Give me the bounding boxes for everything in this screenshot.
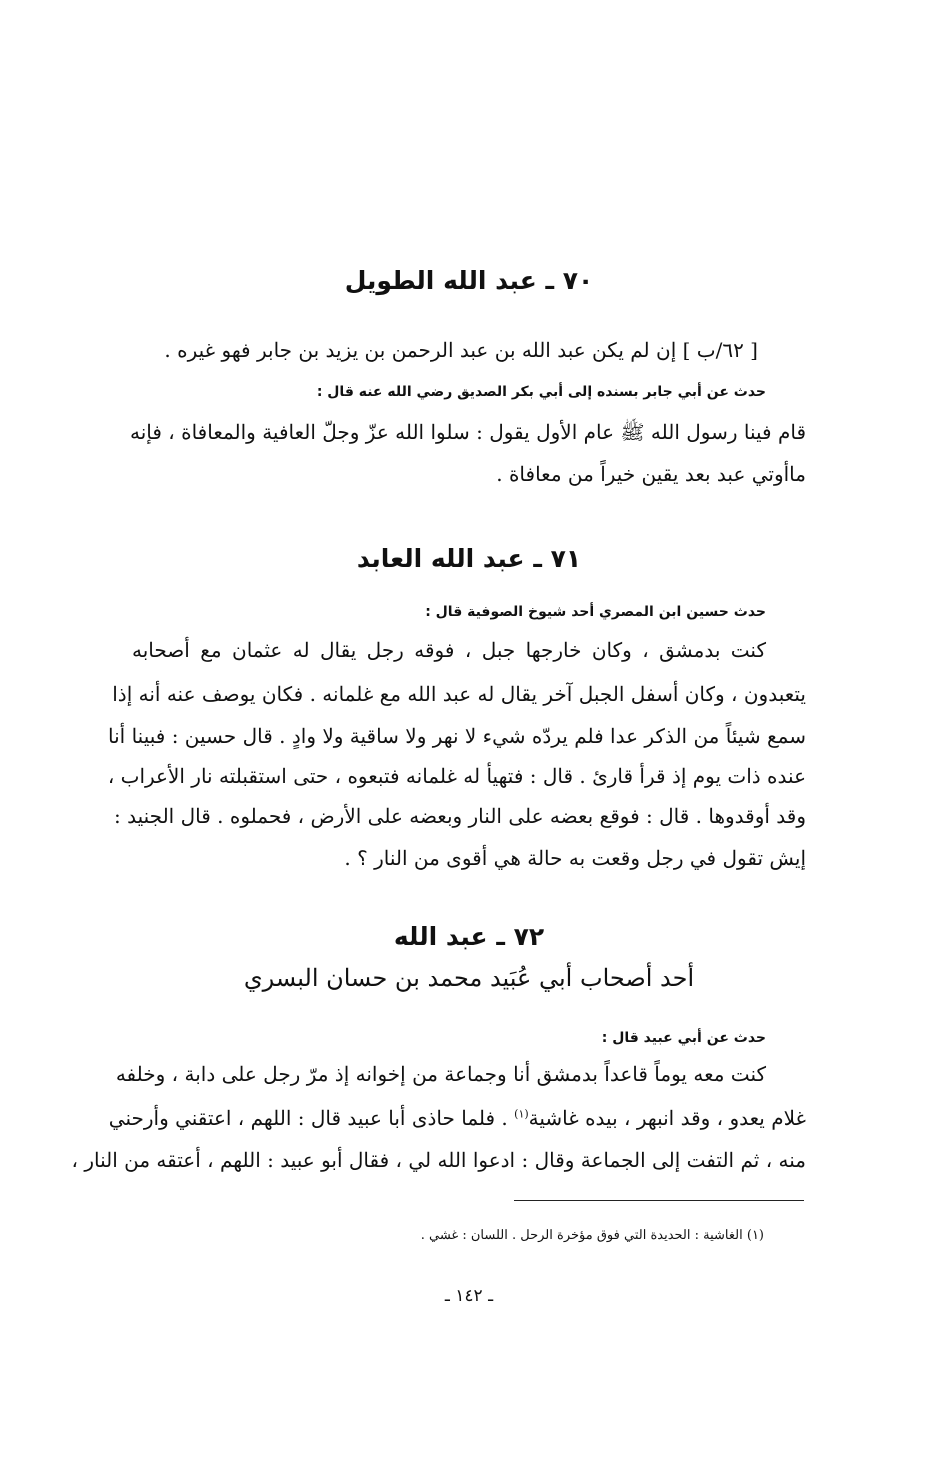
section-70-isnad: حدث عن أبي جابر بسنده إلى أبي بكر الصديق رضي الله عنه قال : (316, 384, 766, 400)
page-number: ـ ١٤٢ ـ (444, 1286, 494, 1306)
section-71-line-6: إيش تقول في رجل وقعت به حالة هي أقوى من النار ؟ . (344, 846, 806, 870)
section-72-subtitle: أحد أصحاب أبي عُبَيد محمد بن حسان البسري (243, 964, 695, 992)
section-72-line-2 (108, 1106, 806, 1130)
section-70-line-1: قام فينا رسول الله ﷺ عام الأول يقول : سلوا الله عزّ وجلّ العافية والمعافاة ، فإنه (129, 420, 806, 444)
footnote-marker: (١) (514, 1107, 529, 1121)
section-72-line-1: كنت معه يوماً قاعداً بدمشق أنا وجماعة من إخوانه إذ مرّ رجل على دابة ، وخلفه (115, 1062, 766, 1086)
section-72-title: ٧٢ ـ عبد الله (393, 922, 545, 951)
section-71-line-2: يتعبدون ، وكان أسفل الجبل آخر يقال له عبد الله مع غلمانه . فكان يوصف عنه أنه إذا (112, 682, 806, 706)
footnote-text: (١) الغاشية : الحديدة التي فوق مؤخرة الرحل . اللسان : غشي . (420, 1228, 764, 1243)
section-72-isnad: حدث عن أبي عبيد قال : (601, 1030, 766, 1046)
section-70-title: ٧٠ ـ عبد الله الطويل (344, 266, 594, 295)
section-70-note: [ ٦٢/ب ] إن لم يكن عبد الله بن عبد الرحمن بن يزيد بن جابر فهو غيره . (164, 338, 758, 362)
section-71-line-5: وقد أوقدوها . قال : فوقع بعضه على النار وبعضه على الأرض ، فحملوه . قال الجنيد : (114, 804, 806, 828)
footnote-separator (514, 1200, 804, 1201)
section-72-line-3: منه ، ثم التفت إلى الجماعة وقال : ادعوا الله لي ، فقال أبو عبيد : اللهم ، أعتقه من النار ، (71, 1148, 806, 1172)
section-71-line-1: كنت بدمشق ، وكان خارجها جبل ، فوقه رجل يقال له عثمان مع أصحابه (132, 638, 766, 662)
section-72-line-2-part-b: . فلما حاذى أبا عبيد قال : اللهم ، اعتقني وأرحني (108, 1106, 515, 1130)
section-72-line-2-part-a: غلام يعدو ، وقد انبهر ، بيده غاشية (528, 1106, 806, 1130)
section-71-title: ٧١ ـ عبد الله العابد (356, 544, 582, 573)
section-70-line-2: ماأوتي عبد بعد يقين خيراً من معافاة . (496, 462, 806, 486)
section-71-line-3: سمع شيئاً من الذكر عدا فلم يردّه شيء لا نهر ولا ساقية ولا وادٍ . قال حسين : فبينا أنا (108, 724, 806, 748)
section-71-isnad: حدث حسين ابن المصري أحد شيوخ الصوفية قال : (425, 604, 766, 620)
section-71-line-4: عنده ذات يوم إذ قرأ قارئ . قال : فتهيأ له غلمانه فتبعوه ، حتى استقبلته نار الأعراب ، (107, 764, 806, 788)
